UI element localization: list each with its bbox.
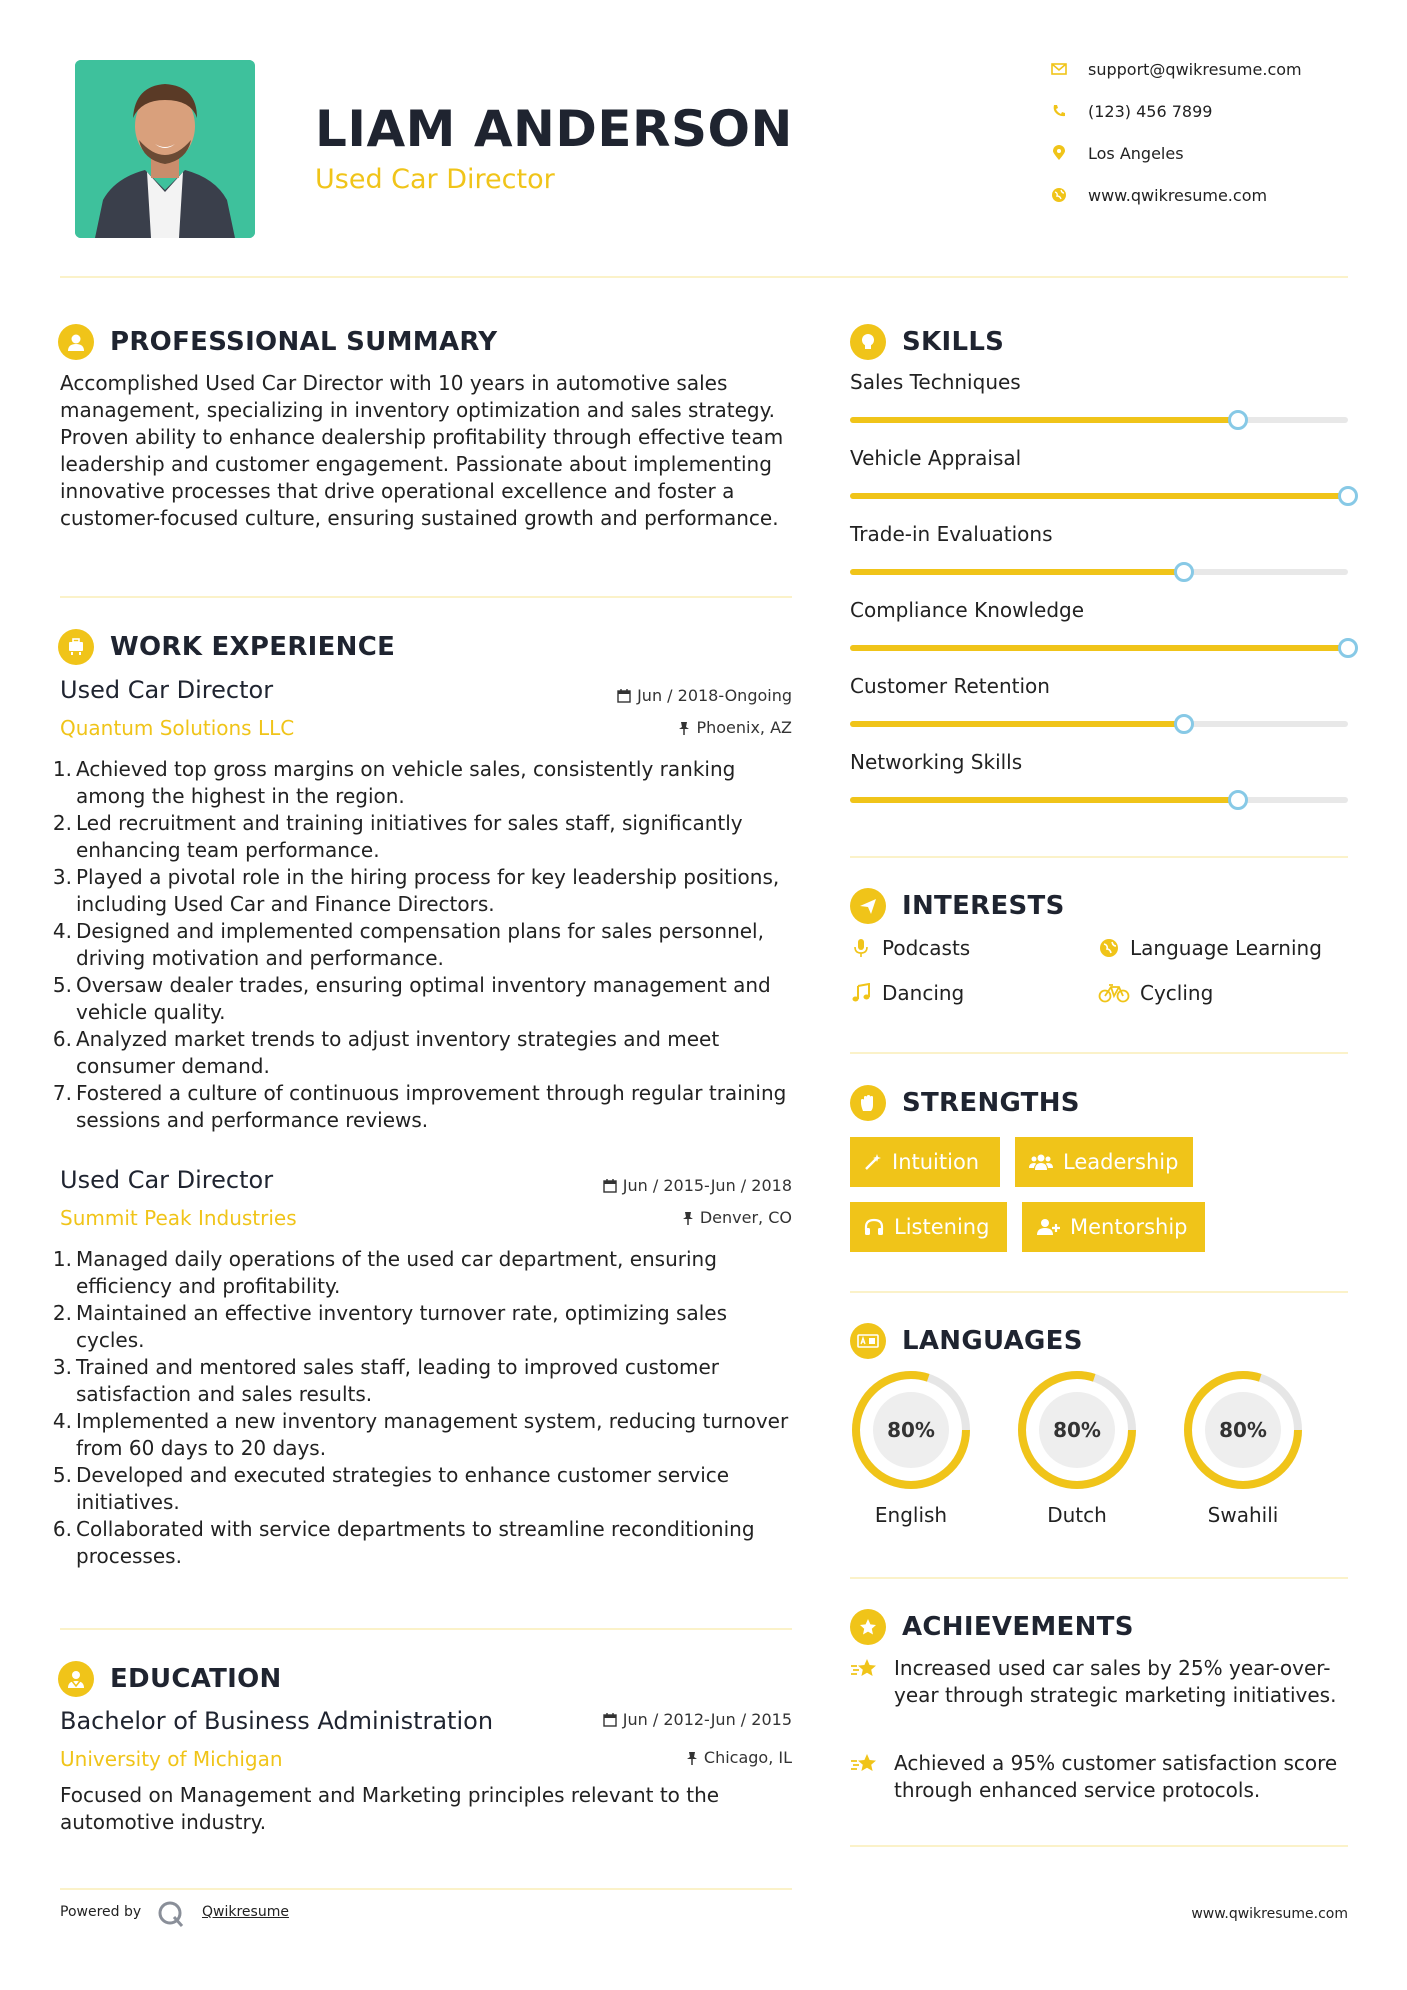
- calendar-icon: [617, 689, 631, 703]
- strength-label: Listening: [894, 1215, 990, 1239]
- language-progress-ring: [1016, 1369, 1138, 1491]
- interests-header: [850, 886, 1065, 926]
- interests-title: INTERESTS: [902, 891, 1065, 921]
- calendar-icon: [603, 1179, 617, 1193]
- powered-by-label: Powered by: [60, 1904, 142, 1920]
- skill-bar: [850, 569, 1348, 575]
- job-1-location: [500, 718, 792, 737]
- footer-url[interactable]: www.qwikresume.com: [1191, 1906, 1348, 1922]
- job-2-location: [500, 1208, 792, 1227]
- interest-label: Cycling: [1140, 981, 1214, 1005]
- skill-label: Sales Techniques: [850, 370, 1021, 394]
- pushpin-icon: [678, 721, 690, 735]
- interest-label: Dancing: [882, 981, 965, 1005]
- pushpin-icon: [686, 1751, 698, 1765]
- job-2-dates-text: Jun / 2015-Jun / 2018: [622, 1176, 792, 1195]
- list-item: 4. Implemented a new inventory management system, reducing turnover from 60 days to 20 days.: [52, 1409, 789, 1460]
- strength-intuition: [850, 1137, 1000, 1187]
- experience-header: [58, 627, 395, 667]
- skills-divider: [850, 856, 1348, 858]
- profile-photo: [75, 60, 255, 238]
- strength-leadership: [1015, 1137, 1193, 1187]
- education-dates: [500, 1710, 792, 1729]
- lightbulb-icon: [850, 324, 886, 360]
- globe-icon: [1050, 186, 1068, 204]
- calendar-icon: [603, 1713, 617, 1727]
- skill-label: Networking Skills: [850, 750, 1023, 774]
- job-2-dates: [500, 1176, 792, 1195]
- users-icon: [1029, 1153, 1053, 1171]
- achievement-text: Increased used car sales by 25% year-over-year through strategic marketing initiatives.: [894, 1656, 1337, 1707]
- header-divider: [60, 276, 1348, 278]
- education-dates-text: Jun / 2012-Jun / 2015: [622, 1710, 792, 1729]
- strength-label: Mentorship: [1070, 1215, 1188, 1239]
- achievement-text: Achieved a 95% customer satisfaction score through enhanced service protocols.: [894, 1751, 1338, 1802]
- language-card-icon: [850, 1323, 886, 1359]
- achievements-title: ACHIEVEMENTS: [902, 1612, 1134, 1642]
- job-2-bullets: [52, 1246, 797, 1570]
- language-name: Dutch: [1047, 1503, 1107, 1527]
- list-item: 3. Trained and mentored sales staff, leading to improved customer satisfaction and sales results.: [52, 1355, 719, 1406]
- skills-header: [850, 322, 1004, 362]
- skill-bar-fill: [850, 417, 1238, 423]
- education-location: [500, 1748, 792, 1767]
- interest-podcasts: [850, 936, 970, 960]
- skill-bar: [850, 493, 1348, 499]
- magic-wand-icon: [864, 1153, 882, 1171]
- contact-email-text: support@qwikresume.com: [1088, 59, 1302, 79]
- skill-bar: [850, 645, 1348, 651]
- summary-text: Accomplished Used Car Director with 10 years in automotive sales management, specializing in inventory optimization and sales strategy. Proven ability to enhance dealership profitability through effective team leadership and customer engagement. Passionate about implementing innovative processes that drive operational excellence and foster a customer-focused culture, ensuring sustained growth and performance.: [60, 371, 784, 530]
- skill-bar: [850, 721, 1348, 727]
- skill-bar-fill: [850, 645, 1348, 651]
- languages-divider: [850, 1577, 1348, 1579]
- language-name: Swahili: [1207, 1503, 1279, 1527]
- user-plus-icon: [1036, 1218, 1060, 1236]
- languages-header: [850, 1321, 1083, 1361]
- job-1-dates-text: Jun / 2018-Ongoing: [637, 686, 792, 705]
- graduation-icon: [58, 1661, 94, 1697]
- skill-bar: [850, 417, 1348, 423]
- skill-level-knob: [1228, 790, 1248, 810]
- strength-label: Leadership: [1063, 1150, 1179, 1174]
- education-location-text: Chicago, IL: [703, 1748, 792, 1767]
- star-icon: [850, 1655, 880, 1709]
- list-item: 5. Developed and executed strategies to enhance customer service initiatives.: [52, 1463, 730, 1514]
- list-item: 2. Led recruitment and training initiatives for sales staff, significantly enhancing team performance.: [52, 811, 743, 862]
- education-title: EDUCATION: [110, 1664, 282, 1694]
- job-1-role: Used Car Director: [60, 676, 274, 704]
- skill-level-knob: [1174, 714, 1194, 734]
- list-item: 1. Managed daily operations of the used car department, ensuring efficiency and profitability.: [52, 1247, 717, 1298]
- language-percent: 80%: [1219, 1418, 1267, 1442]
- skill-bar: [850, 797, 1348, 803]
- achievements-divider: [850, 1845, 1348, 1847]
- interest-label: Podcasts: [882, 936, 971, 960]
- skill-level-knob: [1174, 562, 1194, 582]
- strengths-title: STRENGTHS: [902, 1088, 1080, 1118]
- job-2-role: Used Car Director: [60, 1166, 274, 1194]
- interests-divider: [850, 1052, 1348, 1054]
- languages-title: LANGUAGES: [902, 1326, 1083, 1356]
- microphone-icon: [850, 937, 872, 959]
- list-item: 2. Maintained an effective inventory turnover rate, optimizing sales cycles.: [52, 1301, 728, 1352]
- job-2-company: Summit Peak Industries: [60, 1206, 297, 1230]
- list-item: 6. Collaborated with service departments to streamline reconditioning processes.: [52, 1517, 755, 1568]
- strength-listening: [850, 1202, 1007, 1252]
- qwikresume-link[interactable]: Qwikresume: [202, 1904, 289, 1920]
- skill-label: Vehicle Appraisal: [850, 446, 1022, 470]
- skill-level-knob: [1228, 410, 1248, 430]
- language-percent: 80%: [1053, 1418, 1101, 1442]
- summary-title: PROFESSIONAL SUMMARY: [110, 327, 498, 357]
- qwikresume-logo-icon: [157, 1900, 185, 1928]
- skill-label: Compliance Knowledge: [850, 598, 1085, 622]
- bicycle-icon: [1098, 982, 1130, 1004]
- strengths-header: [850, 1083, 1080, 1123]
- interest-dancing: [850, 981, 964, 1005]
- language-percent: 80%: [887, 1418, 935, 1442]
- language-item: [1016, 1369, 1138, 1527]
- skill-label: Trade-in Evaluations: [850, 522, 1053, 546]
- skills-title: SKILLS: [902, 327, 1005, 357]
- candidate-name: LIAM ANDERSON: [315, 100, 793, 158]
- experience-divider: [60, 1628, 792, 1630]
- location-pin-icon: [1050, 144, 1068, 162]
- list-item: 4. Designed and implemented compensation plans for sales personnel, driving motivation and performance.: [52, 919, 764, 970]
- job-1-dates: [500, 686, 792, 705]
- user-icon: [58, 324, 94, 360]
- education-degree: Bachelor of Business Administration: [60, 1707, 494, 1735]
- headphones-icon: [864, 1218, 884, 1236]
- interest-label: Language Learning: [1130, 936, 1322, 960]
- phone-icon: [1050, 102, 1068, 120]
- candidate-title: Used Car Director: [315, 164, 555, 195]
- achievements-header: [850, 1607, 1134, 1647]
- strengths-divider: [850, 1291, 1348, 1293]
- language-name: English: [874, 1503, 948, 1527]
- globe-icon: [1098, 937, 1120, 959]
- interest-language-learning: [1098, 936, 1322, 960]
- skill-bar-fill: [850, 493, 1348, 499]
- job-2-location-text: Denver, CO: [699, 1208, 792, 1227]
- contact-location-text: Los Angeles: [1088, 143, 1184, 163]
- skill-level-knob: [1338, 638, 1358, 658]
- language-item: [1182, 1369, 1304, 1527]
- briefcase-icon: [58, 629, 94, 665]
- education-school: University of Michigan: [60, 1747, 283, 1771]
- language-progress-ring: [1182, 1369, 1304, 1491]
- experience-title: WORK EXPERIENCE: [110, 632, 396, 662]
- language-progress-ring: [850, 1369, 972, 1491]
- list-item: 5. Oversaw dealer trades, ensuring optimal inventory management and vehicle quality.: [52, 973, 771, 1024]
- achievement-item-2: [850, 1750, 1348, 1804]
- list-item: 3. Played a pivotal role in the hiring process for key leadership positions, including Used Car and Finance Directors.: [52, 865, 780, 916]
- skill-bar-fill: [850, 797, 1238, 803]
- strength-label: Intuition: [892, 1150, 980, 1174]
- job-1-location-text: Phoenix, AZ: [696, 718, 792, 737]
- envelope-icon: [1050, 60, 1068, 78]
- summary-divider: [60, 596, 792, 598]
- summary-header: [58, 322, 497, 362]
- language-item: [850, 1369, 972, 1527]
- job-1-company: Quantum Solutions LLC: [60, 716, 295, 740]
- skill-bar-fill: [850, 569, 1184, 575]
- interest-cycling: [1098, 981, 1213, 1005]
- contact-location: [1050, 138, 1350, 168]
- star-badge-icon: [850, 1609, 886, 1645]
- hand-icon: [850, 1085, 886, 1121]
- education-text: Focused on Management and Marketing principles relevant to the automotive industry.: [60, 1783, 720, 1834]
- skill-bar-fill: [850, 721, 1184, 727]
- pushpin-icon: [682, 1211, 694, 1225]
- list-item: 1. Achieved top gross margins on vehicle sales, consistently ranking among the highest in the region.: [52, 757, 736, 808]
- list-item: 6. Analyzed market trends to adjust inventory strategies and meet consumer demand.: [52, 1027, 720, 1078]
- skill-level-knob: [1338, 486, 1358, 506]
- contact-email[interactable]: [1050, 54, 1350, 84]
- contact-website-text: www.qwikresume.com: [1088, 185, 1268, 205]
- paper-plane-icon: [850, 888, 886, 924]
- skill-label: Customer Retention: [850, 674, 1050, 698]
- job-1-bullets: [52, 756, 797, 1134]
- education-header: [58, 1659, 282, 1699]
- achievement-item-1: [850, 1655, 1348, 1709]
- list-item: 7. Fostered a culture of continuous improvement through regular training sessions and performance reviews.: [52, 1081, 787, 1132]
- contact-website[interactable]: [1050, 180, 1350, 210]
- strength-mentorship: [1022, 1202, 1205, 1252]
- star-icon: [850, 1750, 880, 1804]
- education-divider: [60, 1888, 792, 1890]
- music-note-icon: [850, 982, 872, 1004]
- contact-phone-text: (123) 456 7899: [1088, 101, 1213, 121]
- contact-phone[interactable]: [1050, 96, 1350, 126]
